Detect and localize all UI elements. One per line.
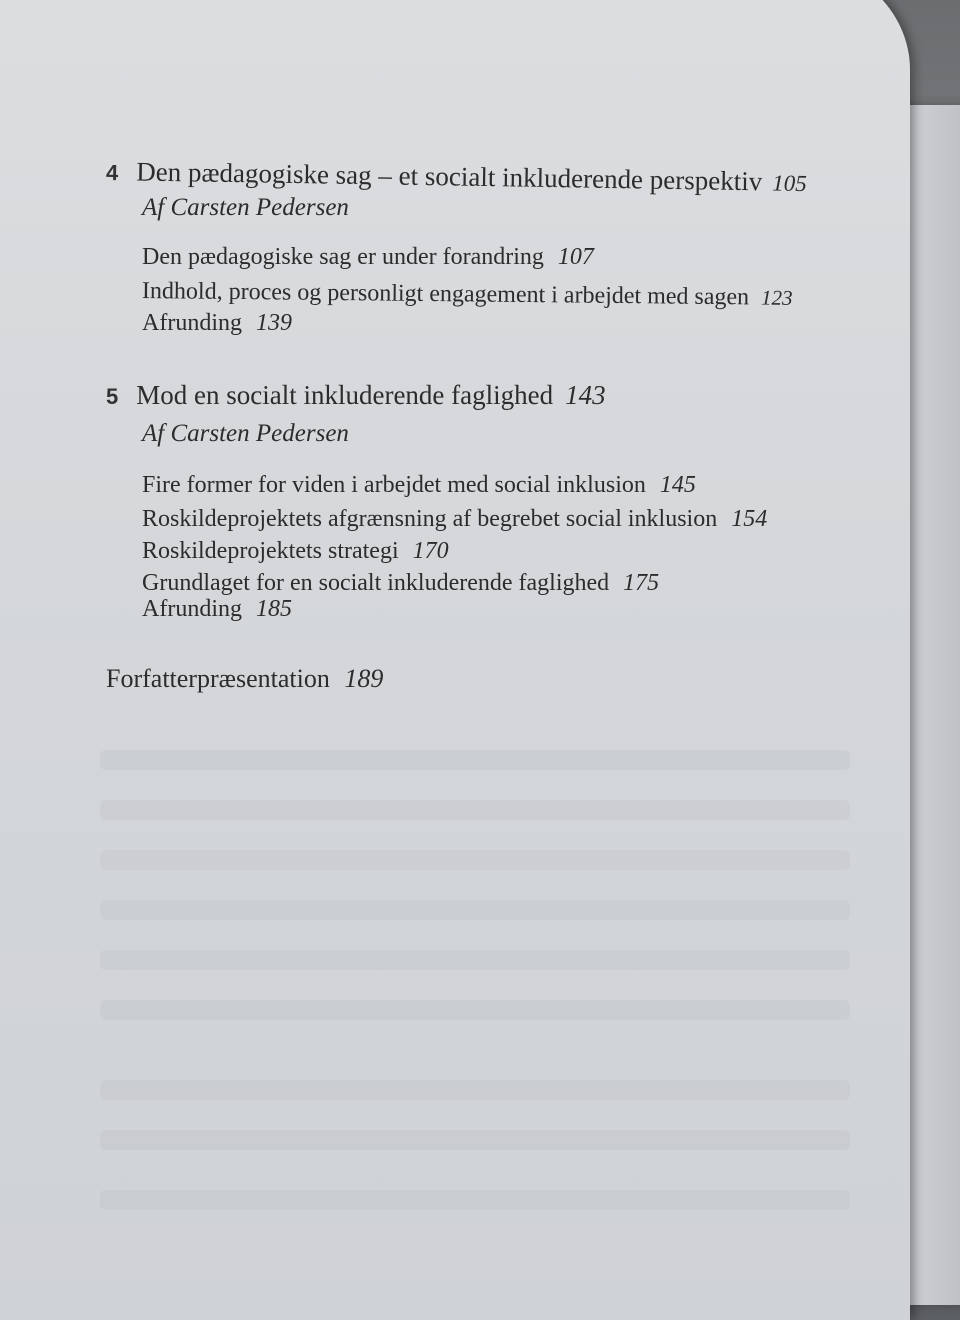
entry-page-number: 189 [344,664,384,693]
toc-entry [142,310,292,337]
section-title: Afrunding [142,596,242,622]
section-page-number: 145 [659,472,696,498]
section-title: Afrunding [142,310,242,336]
chapter-number: 5 [106,384,119,409]
section-title: Roskildeprojektets afgrænsning af begrebet social inklusion [142,506,718,532]
entry-title: Forfatterpræsentation [106,664,330,693]
chapter-5-author: Af Carsten Pedersen [142,420,349,447]
chapter-5-heading [106,380,606,411]
section-page-number: 185 [255,596,292,622]
toc-entry [142,570,659,597]
toc-entry [142,506,767,533]
section-page-number: 154 [731,506,768,532]
section-title: Den pædagogiske sag er under forandring [142,244,544,270]
toc-entry [142,472,696,499]
section-title: Indhold, proces og personligt engagement i arbejdet med sagen [141,278,750,311]
chapter-number: 4 [105,160,119,186]
chapter-title: Mod en socialt inkluderende faglighed [136,380,554,410]
section-title: Grundlaget for en socialt inkluderende faglighed [142,570,610,596]
section-page-number: 107 [557,244,594,270]
toc-entry [142,538,449,565]
section-page-number: 123 [761,285,793,310]
chapter-title: Den pædagogiske sag – et socialt inkluderende perspektiv [136,156,763,197]
section-page-number: 175 [623,570,660,596]
author-presentation-entry [106,664,383,694]
section-page-number: 139 [255,310,292,336]
section-title: Fire former for viden i arbejdet med social inklusion [142,472,646,498]
toc-entry [142,244,594,271]
section-title: Roskildeprojektets strategi [142,538,399,564]
toc-entry [142,596,292,623]
chapter-page-number: 105 [772,170,807,197]
chapter-4-heading [106,156,807,198]
chapter-page-number: 143 [565,380,606,410]
chapter-4-author: Af Carsten Pedersen [142,194,349,221]
toc-entry [142,278,793,312]
section-page-number: 170 [412,538,449,564]
